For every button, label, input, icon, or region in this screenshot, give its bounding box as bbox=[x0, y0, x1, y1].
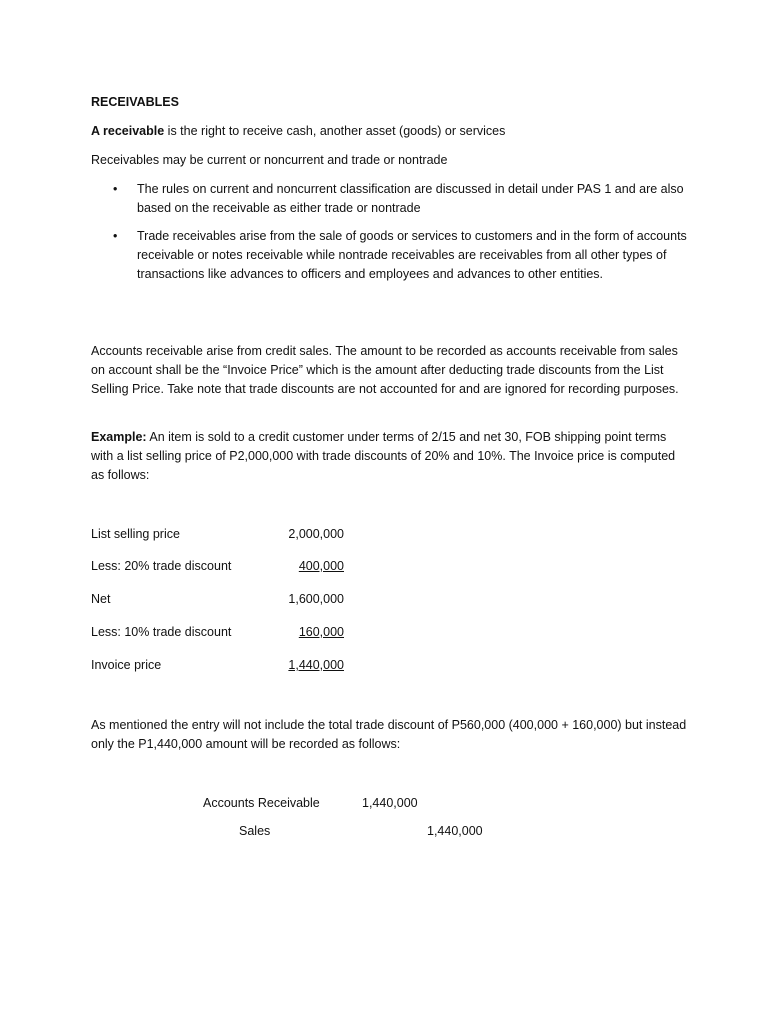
bullet-icon: • bbox=[113, 182, 118, 196]
entry-intro-paragraph: As mentioned the entry will not include the total trade discount of P560,000 (400,000 + 160,000) but instead only the P1,440,000 amount will be recorded as follows: bbox=[91, 718, 687, 751]
accounts-receivable-paragraph: Accounts receivable arise from credit sales. The amount to be recorded as accounts receivable from sales on account shall be the “Invoice Price” which is the amount after deducting trade discounts from the List Selling Price. Take note that trade discounts are not accounted for and are ignored for recording purposes. bbox=[91, 344, 679, 396]
classification-paragraph: Receivables may be current or noncurrent and trade or nontrade bbox=[91, 153, 448, 167]
computation-label: List selling price bbox=[91, 527, 180, 541]
debit-account: Accounts Receivable bbox=[203, 796, 320, 810]
bullet-text: The rules on current and noncurrent classification are discussed in detail under PAS 1 and are also based on the receivable as either trade or nontrade bbox=[137, 182, 684, 215]
computation-label: Invoice price bbox=[91, 658, 162, 672]
computation-label: Less: 20% trade discount bbox=[91, 559, 232, 573]
bullet-text: Trade receivables arise from the sale of goods or services to customers and in the form of accounts receivable or notes receivable while nontrade receivables are receivables from all other types of transactions like advances to officers and employees and advances to other entities. bbox=[137, 229, 687, 281]
definition-text: is the right to receive cash, another asset (goods) or services bbox=[164, 124, 506, 138]
list-item bbox=[91, 180, 691, 218]
bullet-icon: • bbox=[113, 229, 118, 243]
list-item bbox=[91, 227, 691, 284]
computation-value: 1,440,000 bbox=[288, 658, 344, 672]
credit-account: Sales bbox=[239, 824, 271, 838]
computation-value: 160,000 bbox=[298, 625, 344, 639]
definition-paragraph bbox=[91, 122, 691, 141]
computation-value: 400,000 bbox=[298, 559, 344, 573]
page-title: RECEIVABLES bbox=[91, 95, 179, 109]
debit-amount: 1,440,000 bbox=[362, 796, 418, 810]
computation-label: Less: 10% trade discount bbox=[91, 625, 232, 639]
definition-term: A receivable bbox=[91, 124, 165, 138]
computation-value: 2,000,000 bbox=[288, 527, 344, 541]
computation-value: 1,600,000 bbox=[288, 592, 344, 606]
example-paragraph bbox=[91, 428, 691, 485]
credit-amount: 1,440,000 bbox=[427, 824, 483, 838]
computation-label: Net bbox=[91, 592, 111, 606]
example-label: Example: bbox=[91, 430, 147, 444]
example-text: An item is sold to a credit customer under terms of 2/15 and net 30, FOB shipping point terms with a list selling price of P2,000,000 with trade discounts of 20% and 10%. The Invoice price is computed as follows: bbox=[91, 430, 676, 482]
bullet-list bbox=[91, 180, 691, 293]
